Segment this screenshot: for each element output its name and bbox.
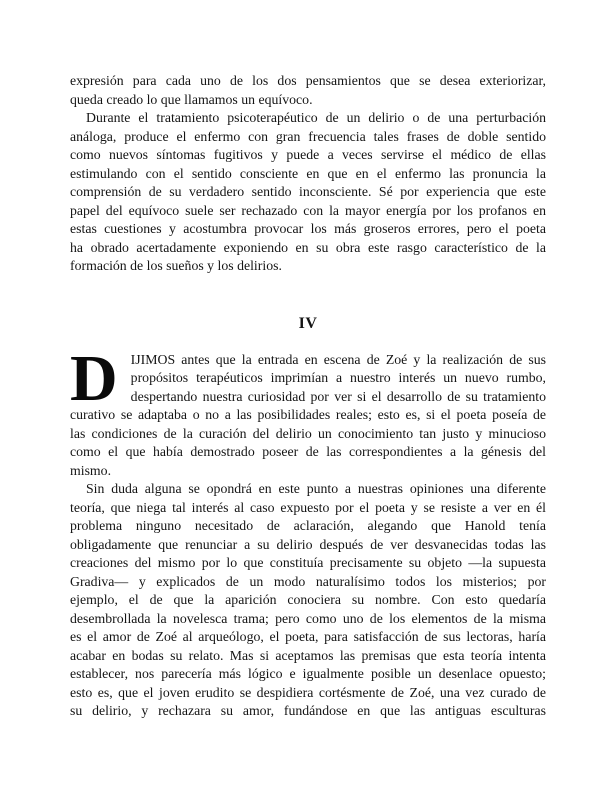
text-line: comprensión de su verdadero sentido inconsciente. Sé por experiencia que este bbox=[70, 184, 546, 199]
text-line: esto es, que el joven erudito se despidiera cortésmente de Zoé, una vez curado de bbox=[70, 684, 546, 700]
text-column bbox=[70, 72, 546, 721]
text-line: papel del equívoco suele ser rechazado con la mayor energía por los profanos en bbox=[70, 202, 546, 218]
text-line: obligadamente que renunciar a su delirio después de ver desvanecidas todas las bbox=[70, 536, 546, 552]
text-line: problema ninguno necesitado de aclaración, alegando que Hanold tenía bbox=[70, 518, 546, 533]
text-line: queda creado lo que llamamos un equívoco. bbox=[70, 91, 313, 107]
text-line: establecer, nos parecería más lógico e igualmente posible un desenlace opuesto; bbox=[70, 666, 546, 681]
text-line: teoría, que niega tal interés al caso expuesto por el poeta y se resiste a ver en él bbox=[70, 499, 546, 515]
text-line: Durante el tratamiento psicoterapéutico de un delirio o de una perturbación bbox=[86, 110, 546, 125]
text-line: las condiciones de la curación del delirio un conocimiento tan justo y minucioso bbox=[70, 425, 546, 441]
text-line: ha obrado acertadamente exponiendo en su obra este rasgo característico de la bbox=[70, 239, 546, 255]
text-line: despertando nuestra curiosidad por ver si el desarrollo de su tratamiento bbox=[130, 388, 546, 404]
paragraph-dijimos bbox=[70, 341, 546, 481]
section-heading: IV bbox=[298, 314, 318, 332]
text-line: creaciones del mismo por lo que constituía precisamente su objeto —la supuesta bbox=[70, 555, 546, 570]
text-line: ejemplo, el de que la aparición conociera su nombre. Con esto quedaría bbox=[70, 592, 546, 607]
text-line: Gradiva— y explicados de un modo naturalísimo todos los misterios; por bbox=[70, 573, 546, 589]
text-line: desembrollada la novelesca trama; pero como uno de los elementos de la misma bbox=[70, 610, 546, 626]
text-line: Sin duda alguna se opondrá en este punto a nuestras opiniones una diferente bbox=[86, 481, 546, 496]
paragraph-durante bbox=[70, 109, 546, 276]
text-line: como nuevos síntomas fugitivos y puede a veces servirse el médico de ellas bbox=[70, 147, 546, 162]
text-line: propósitos terapéuticos imprimían a nuestro interés un nuevo rumbo, bbox=[130, 370, 546, 385]
text-line: estas cuestiones y acostumbra provocar los más groseros errores, pero el poeta bbox=[70, 221, 546, 236]
text-line: acabar en bodas su relato. Mas si aceptamos las premisas que esta teoría intenta bbox=[70, 647, 546, 663]
paragraph-sinduda bbox=[70, 480, 546, 721]
text-line: expresión para cada uno de los dos pensamientos que se desea exteriorizar, bbox=[70, 73, 546, 88]
text-line: IJIMOS antes que la entrada en escena de Zoé y la realización de sus bbox=[130, 351, 546, 367]
drop-cap: D bbox=[70, 341, 118, 415]
text-line: análoga, produce el enfermo con gran frecuencia tales frases de doble sentido bbox=[70, 128, 546, 144]
text-line: como el que había demostrado poseer de las correspondientes a la génesis del bbox=[70, 444, 546, 459]
text-line: formación de los sueños y los delirios. bbox=[70, 258, 282, 273]
text-line: mismo. bbox=[70, 462, 112, 478]
paragraph-equivoco-end bbox=[70, 72, 546, 109]
text-line: curativo se adaptaba o no a las posibilidades reales; esto es, si el poeta poseía de bbox=[70, 407, 546, 422]
text-line: su delirio, y rechazara su amor, fundándose en que las antiguas esculturas bbox=[70, 703, 546, 718]
text-line: estimulando con el sentido consciente en que en el enfermo las pronuncia la bbox=[70, 165, 546, 181]
text-line: es el amor de Zoé al arqueólogo, el poeta, para satisfacción de sus lectoras, haría bbox=[70, 629, 546, 644]
